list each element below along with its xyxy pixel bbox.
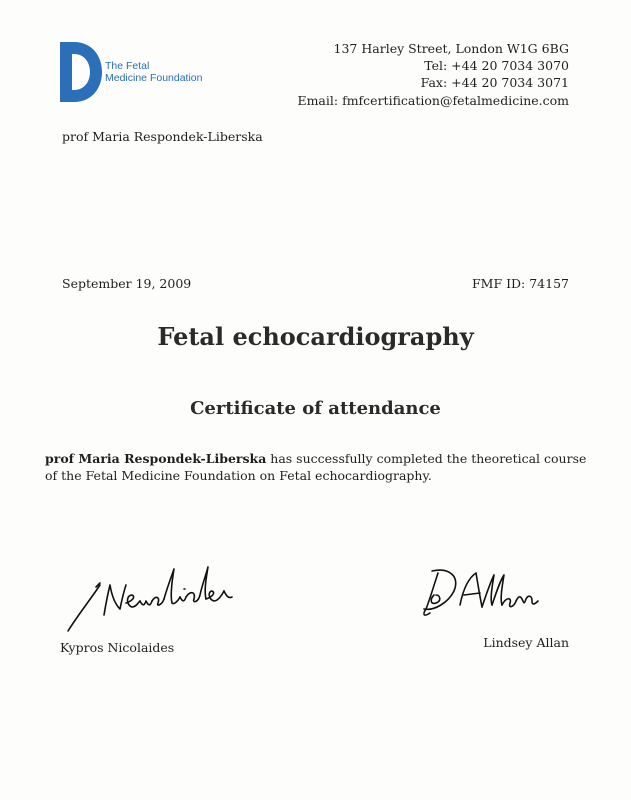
fmf-logo-icon [58,40,104,104]
fmf-id: FMF ID: 74157 [471,276,569,291]
address-fax: Fax: +44 20 7034 3071 [420,75,569,91]
address-street: 137 Harley Street, London W1G 6BG [333,41,569,56]
issue-date: September 19, 2009 [62,276,192,291]
course-title: Fetal echocardiography [157,322,474,351]
logo-line-2: Medicine Foundation [105,71,203,84]
recipient-name: prof Maria Respondek-Liberska [62,129,263,144]
signer-nicolaides: Kypros Nicolaides [60,640,175,655]
signer-allan: Lindsey Allan [483,635,569,650]
completion-statement [45,451,590,484]
fmf-logo [58,40,238,104]
address-tel: Tel: +44 20 7034 3070 [424,58,569,74]
address-block [297,40,569,109]
statement-name: prof Maria Respondek-Liberska [45,451,267,466]
address-email: Email: fmfcertification@fetalmedicine.com [297,92,569,108]
logo-text [105,61,202,84]
certificate-title: Certificate of attendance [190,398,441,419]
signature-allan [420,565,560,625]
signature-nicolaides [60,545,250,635]
logo-line-1: The Fetal [105,60,150,72]
statement-text: has successfully completed the theoretical course of the Fetal Medicine Foundation on Fetal echocardiography. [45,451,587,483]
